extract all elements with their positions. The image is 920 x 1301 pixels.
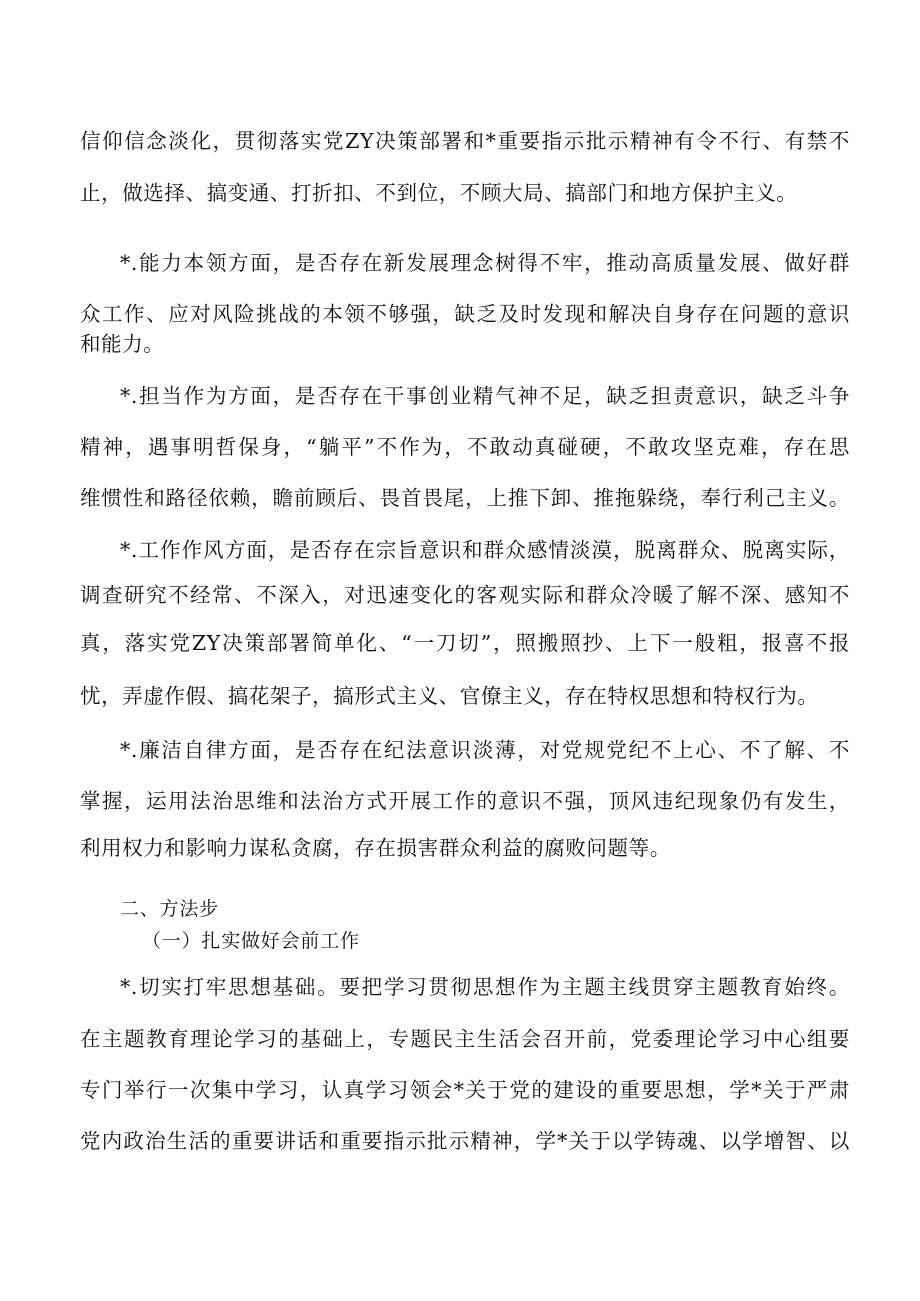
- text-line: 调查研究不经常、不深入，对迅速变化的客观实际和群众冷暖了解不深、感知不: [80, 583, 850, 607]
- paragraph-start-line: *.能力本领方面，是否存在新发展理念树得不牢，推动高质量发展、做好群: [120, 251, 850, 275]
- text-line: 掌握，运用法治思维和法治方式开展工作的意识不强，顶风违纪现象仍有发生，: [80, 789, 850, 813]
- text-line: 止，做选择、搞变通、打折扣、不到位，不顾大局、搞部门和地方保护主义。: [80, 181, 798, 205]
- text-line: 精神，遇事明哲保身，“躺平”不作为，不敢动真碰硬，不敢攻坚克难，存在思: [80, 435, 850, 459]
- text-line: 和能力。: [80, 332, 165, 356]
- text-line: 在主题教育理论学习的基础上，专题民主生活会召开前，党委理论学习中心组要: [80, 1027, 850, 1051]
- text-line: 维惯性和路径依赖，瞻前顾后、畏首畏尾，上推下卸、推拖躲绕，奉行利己主义。: [80, 486, 850, 510]
- section-heading: 二、方法步: [120, 898, 220, 920]
- paragraph-start-line: *.工作作风方面，是否存在宗旨意识和群众感情淡漠，脱离群众、脱离实际，: [120, 538, 850, 562]
- text-line: 信仰信念淡化，贯彻落实党ZY决策部署和*重要指示批示精神有令不行、有禁不: [80, 129, 850, 153]
- text-line: 专门举行一次集中学习，认真学习领会*关于党的建设的重要思想，学*关于严肃: [80, 1078, 850, 1102]
- text-line: 利用权力和影响力谋私贪腐，存在损害群众利益的腐败问题等。: [80, 836, 671, 860]
- text-line: 众工作、应对风险挑战的本领不够强，缺乏及时发现和解决自身存在问题的意识: [80, 302, 850, 326]
- paragraph-start-line: *.担当作为方面，是否存在干事创业精气神不足，缺乏担责意识，缺乏斗争: [120, 384, 850, 408]
- paragraph-start-line: *.廉洁自律方面，是否存在纪法意识淡薄，对党规党纪不上心、不了解、不: [120, 738, 850, 762]
- text-line: 真，落实党ZY决策部署简单化、“一刀切”，照搬照抄、上下一般粗，报喜不报: [80, 631, 850, 655]
- paragraph-start-line: *.切实打牢思想基础。要把学习贯彻思想作为主题主线贯穿主题教育始终。: [120, 975, 850, 999]
- text-line: 忧，弄虚作假、搞花架子，搞形式主义、官僚主义，存在特权思想和特权行为。: [80, 684, 819, 708]
- text-line: 党内政治生活的重要讲话和重要指示批示精神，学*关于以学铸魂、以学增智、以: [80, 1129, 850, 1153]
- subsection-heading: （一）扎实做好会前工作: [142, 930, 360, 952]
